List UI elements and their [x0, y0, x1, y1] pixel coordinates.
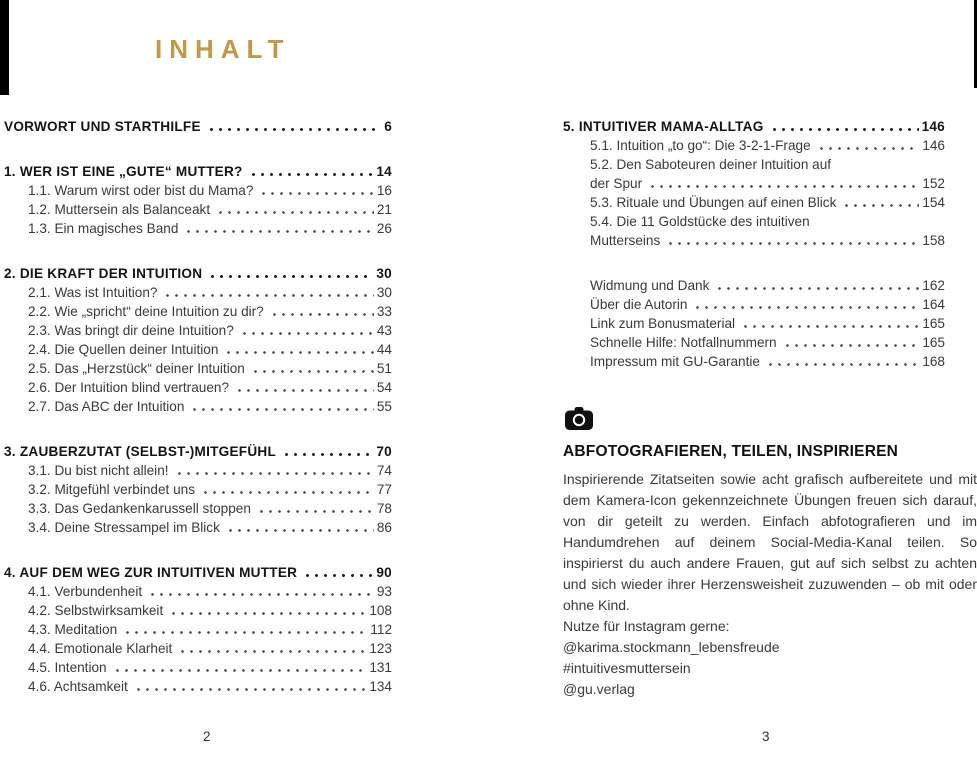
toc-entry [4, 321, 392, 340]
dot-leader [259, 192, 373, 195]
toc-section-1 [4, 162, 392, 238]
toc-entry-page: 90 [376, 565, 392, 580]
toc-entry-page: 30 [376, 266, 392, 281]
toc-entry-page: 74 [376, 463, 392, 478]
dot-leader [184, 230, 374, 233]
toc-entry-label: 2.7. Das ABC der Intuition [28, 399, 185, 414]
dot-leader [783, 344, 920, 347]
toc-entry-label: 2.5. Das „Herzstück“ deiner Intuition [28, 361, 245, 376]
toc-entry-page: 146 [921, 119, 945, 134]
toc-entry-label: 1.1. Warum wirst oder bist du Mama? [28, 183, 254, 198]
toc-entry [4, 200, 392, 219]
toc-section-2 [4, 264, 392, 416]
instagram-intro: Nutze für Instagram gerne: [563, 618, 730, 634]
toc-entry-label: 4.1. Verbundenheit [28, 584, 143, 599]
dot-leader [715, 287, 919, 290]
toc-entry-page: 44 [376, 342, 392, 357]
toc-section-backmatter [563, 276, 945, 371]
toc-entry [4, 181, 392, 200]
dot-leader [282, 453, 373, 456]
toc-entry-label: Link zum Bonusmaterial [590, 316, 736, 331]
dot-leader [666, 242, 919, 245]
toc-entry-label: 3.1. Du bist nicht allein! [28, 463, 169, 478]
publisher-handle: @gu.verlag [563, 681, 635, 697]
toc-entry [4, 518, 392, 537]
toc-entry-page: 164 [922, 297, 945, 312]
toc-entry-label: 4.3. Meditation [28, 622, 118, 637]
toc-entry [4, 677, 392, 696]
toc-entry [563, 136, 945, 155]
toc-entry-label: 4. AUF DEM WEG ZUR INTUITIVEN MUTTER [4, 565, 298, 580]
toc-entry [563, 193, 945, 212]
toc-entry-label: 5.4. Die 11 Goldstücke des intuitiven [590, 214, 810, 229]
dot-leader [224, 351, 373, 354]
toc-entry-page: 152 [922, 176, 945, 191]
dot-leader [169, 612, 366, 615]
toc-entry-page: 93 [376, 584, 392, 599]
toc-entry-page: 16 [376, 183, 392, 198]
toc-entry [563, 276, 945, 295]
toc-entry-page: 6 [384, 119, 392, 134]
toc-entry [4, 378, 392, 397]
toc-entry-page: 165 [922, 335, 945, 350]
toc-entry-page: 168 [922, 354, 945, 369]
toc-entry-label: 5. INTUITIVER MAMA-ALLTAG [563, 119, 764, 134]
toc-entry-page: 33 [376, 304, 392, 319]
toc-entry [4, 480, 392, 499]
toc-entry-page: 26 [376, 221, 392, 236]
toc-section-3 [4, 442, 392, 537]
dot-leader [207, 128, 381, 131]
toc-entry-page: 43 [376, 323, 392, 338]
toc-entry [4, 162, 392, 181]
toc-entry [4, 359, 392, 378]
toc-entry-page: 154 [922, 195, 945, 210]
toc-entry-page: 131 [369, 660, 392, 675]
toc-entry-label: 4.6. Achtsamkeit [28, 679, 128, 694]
toc-entry [4, 461, 392, 480]
instagram-handle: @karima.stockmann_lebensfreude [563, 639, 780, 655]
toc-entry [4, 601, 392, 620]
toc-entry-page: 30 [376, 285, 392, 300]
toc-entry [4, 264, 392, 283]
dot-leader [766, 363, 919, 366]
share-promo-block [563, 407, 977, 700]
toc-entry-label: VORWORT UND STARTHILFE [4, 119, 201, 134]
toc-entry [4, 620, 392, 639]
toc-entry [563, 295, 945, 314]
toc-entry [4, 658, 392, 677]
toc-entry [4, 563, 392, 582]
dot-leader [648, 185, 919, 188]
toc-entry [4, 219, 392, 238]
toc-entry [4, 283, 392, 302]
toc-entry-label: Schnelle Hilfe: Notfallnummern [590, 335, 777, 350]
toc-entry-page: 165 [922, 316, 945, 331]
dot-leader [208, 275, 373, 278]
toc-entry [563, 314, 945, 333]
toc-entry [4, 302, 392, 321]
toc-entry-page: 14 [376, 164, 392, 179]
camera-icon [565, 407, 593, 430]
dot-leader [303, 574, 373, 577]
dot-leader [693, 306, 919, 309]
toc-entry-page: 77 [376, 482, 392, 497]
dot-leader [240, 332, 374, 335]
toc-entry-page: 21 [376, 202, 392, 217]
toc-entry [563, 333, 945, 352]
dot-leader [175, 472, 374, 475]
toc-entry-label: Mutterseins [590, 233, 661, 248]
dot-leader [270, 313, 374, 316]
toc-entry-label: Widmung und Dank [590, 278, 710, 293]
toc-entry [4, 117, 392, 136]
dot-leader [201, 491, 374, 494]
toc-entry [563, 352, 945, 371]
toc-entry-label: 2.1. Was ist Intuition? [28, 285, 158, 300]
toc-entry-label: 3.3. Das Gedankenkarussell stoppen [28, 501, 251, 516]
toc-entry-continued-first-line [563, 212, 945, 231]
toc-entry-label: 3.2. Mitgefühl verbindet uns [28, 482, 196, 497]
toc-entry [4, 397, 392, 416]
toc-section-5 [563, 117, 945, 250]
dot-leader [148, 593, 374, 596]
dot-leader [226, 529, 374, 532]
toc-section-4 [4, 563, 392, 696]
toc-entry-page: 54 [376, 380, 392, 395]
right-toc [563, 117, 945, 371]
dot-leader [216, 211, 374, 214]
toc-entry [563, 117, 945, 136]
toc-entry [4, 499, 392, 518]
toc-entry-page: 70 [376, 444, 392, 459]
dot-leader [817, 147, 920, 150]
page-number-left: 2 [203, 729, 211, 744]
toc-entry-label: 2.4. Die Quellen deiner Intuition [28, 342, 219, 357]
toc-entry-label: 2.2. Wie „spricht“ deine Intuition zu dir? [28, 304, 264, 319]
toc-entry [4, 442, 392, 461]
toc-entry-page: 146 [922, 138, 945, 153]
toc-entry-continued-first-line [563, 155, 945, 174]
toc-entry-label: 2.6. Der Intuition blind vertrauen? [28, 380, 230, 395]
instagram-hashtag: #intuitivesmuttersein [563, 660, 691, 676]
dot-leader [257, 510, 374, 513]
toc-entry-label: 2. DIE KRAFT DER INTUITION [4, 266, 203, 281]
toc-entry-page: 162 [922, 278, 945, 293]
dot-leader [235, 389, 374, 392]
dot-leader [134, 688, 367, 691]
page-number-right: 3 [762, 729, 770, 744]
toc-entry-page: 134 [369, 679, 392, 694]
toc-entry-label: 3. ZAUBERZUTAT (SELBST-)MITGEFÜHL [4, 444, 277, 459]
toc-entry-page: 86 [376, 520, 392, 535]
toc-entry-label: 5.2. Den Saboteuren deiner Intuition auf [590, 157, 832, 172]
dot-leader [113, 669, 367, 672]
toc-entry [4, 340, 392, 359]
toc-entry-label: 3.4. Deine Stressampel im Blick [28, 520, 220, 535]
dot-leader [251, 370, 374, 373]
dot-leader [842, 204, 919, 207]
dot-leader [249, 173, 374, 176]
toc-entry-label: Über die Autorin [590, 297, 688, 312]
toc-entry-label: 4.5. Intention [28, 660, 107, 675]
toc-entry-page: 55 [376, 399, 392, 414]
dot-leader [123, 631, 367, 634]
toc-entry-label: 1.2. Muttersein als Balanceakt [28, 202, 211, 217]
toc-entry-label: Impressum mit GU-Garantie [590, 354, 760, 369]
dot-leader [163, 294, 373, 297]
toc-entry-page: 78 [376, 501, 392, 516]
toc-entry-label: 2.3. Was bringt dir deine Intuition? [28, 323, 234, 338]
toc-entry-label: 5.3. Rituale und Übungen auf einen Blick [590, 195, 837, 210]
toc-entry-label: der Spur [590, 176, 643, 191]
page-title: INHALT [155, 34, 291, 64]
toc-entry [4, 639, 392, 658]
toc-entry-page: 158 [922, 233, 945, 248]
toc-entry-label: 4.2. Selbstwirksamkeit [28, 603, 164, 618]
toc-entry-label: 4.4. Emotionale Klarheit [28, 641, 173, 656]
toc-entry [563, 174, 945, 193]
dot-leader [741, 325, 919, 328]
promo-heading: ABFOTOGRAFIEREN, TEILEN, INSPIRIEREN [563, 443, 899, 460]
toc-entry-label: 1.3. Ein magisches Band [28, 221, 179, 236]
toc-entry-label: 5.1. Intuition „to go“: Die 3-2-1-Frage [590, 138, 811, 153]
toc-entry-label: 1. WER IST EINE „GUTE“ MUTTER? [4, 164, 243, 179]
toc-entry-page: 112 [370, 622, 392, 637]
dot-leader [190, 408, 373, 411]
toc-entry [563, 231, 945, 250]
toc-entry-page: 51 [376, 361, 392, 376]
dot-leader [770, 128, 919, 131]
toc-entry-page: 123 [369, 641, 392, 656]
dot-leader [178, 650, 366, 653]
toc-entry-page: 108 [369, 603, 392, 618]
right-page-column [563, 117, 977, 700]
toc-entry [4, 582, 392, 601]
toc-section-vorwort [4, 117, 392, 136]
promo-body-text: Inspirierende Zitatseiten sowie acht grafisch aufbereitete und mit dem Kamera-Icon gekennzeichnete Übungen freuen sich darauf, von dir geteilt zu werden. Einfach abfotografieren und im Handumdrehen auf deinem Social-Media-Kanal teilen. So inspirierst du auch andere Frauen, gut auf sich selbst zu achten und sich wieder ihrer Herzensweisheit zuzuwenden – ob mit oder ohne Kind. [563, 471, 977, 613]
scan-edge-left [0, 0, 9, 95]
left-page-column [4, 117, 392, 696]
